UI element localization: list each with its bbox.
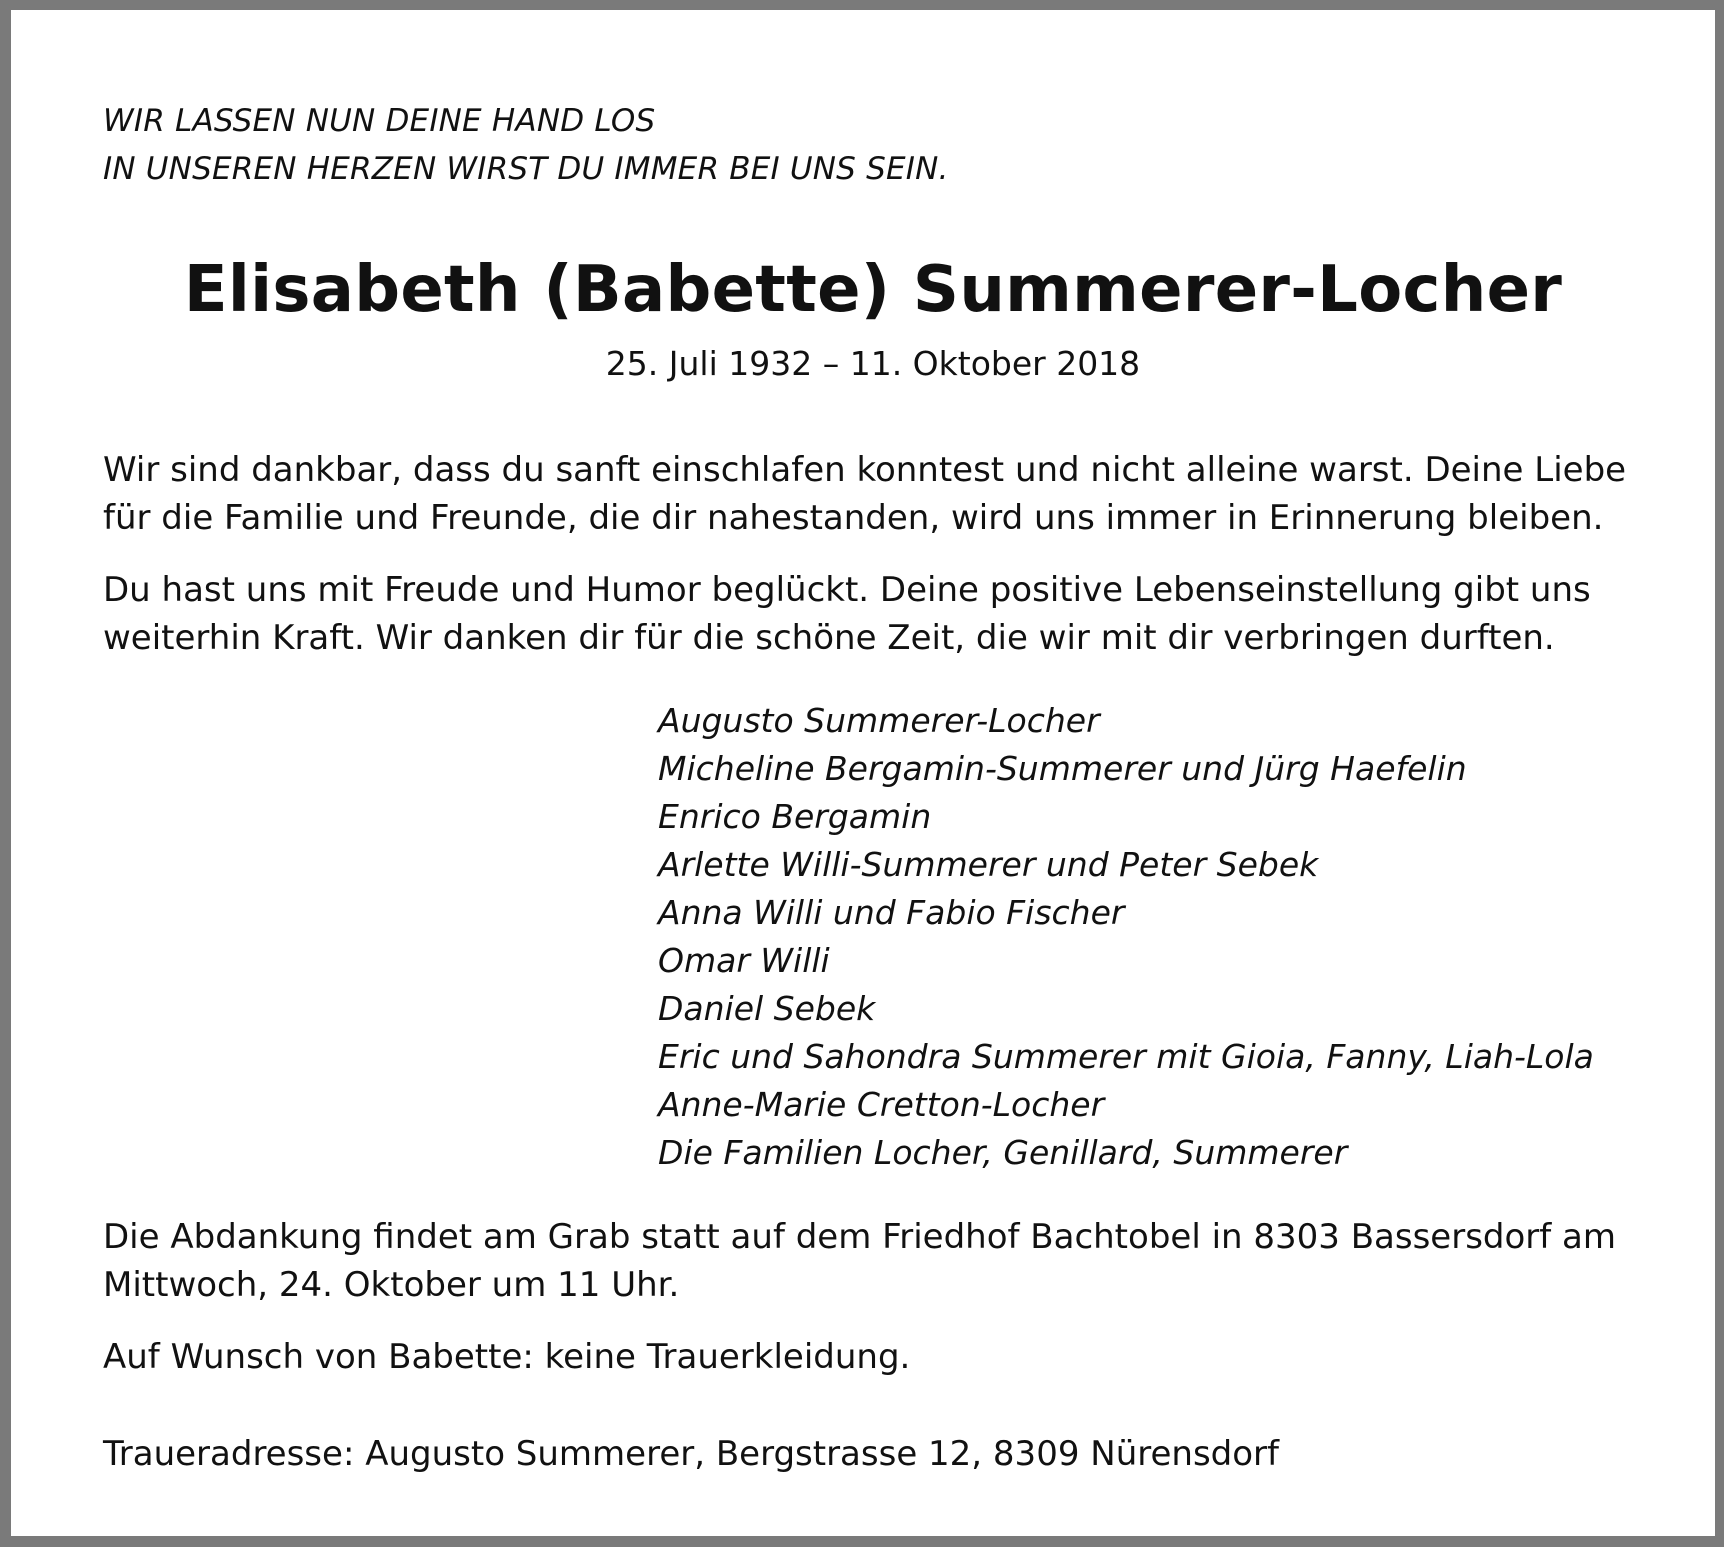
motto-line-1: WIR LASSEN NUN DEINE HAND LOS bbox=[103, 103, 656, 139]
mourner-name: Omar Willi bbox=[658, 941, 830, 980]
paragraph-line: für die Familie und Freunde, die dir nahestanden, wird uns immer in Erinnerung bleiben. bbox=[103, 498, 1604, 538]
dress-code-note: Auf Wunsch von Babette: keine Trauerkleidung. bbox=[103, 1337, 911, 1377]
gratitude-paragraph bbox=[103, 446, 1663, 542]
paragraph-line: Wir sind dankbar, dass du sanft einschlafen konntest und nicht alleine warst. Deine Liebe bbox=[103, 450, 1627, 490]
motto-line-2: IN UNSEREN HERZEN WIRST DU IMMER BEI UNS SEIN. bbox=[103, 151, 949, 187]
deceased-name: Elisabeth (Babette) Summerer-Locher bbox=[183, 253, 1563, 327]
mourner-name: Anna Willi und Fabio Fischer bbox=[658, 893, 1125, 932]
mourner-name: Daniel Sebek bbox=[658, 989, 876, 1028]
mourner-name: Eric und Sahondra Summerer mit Gioia, Fanny, Liah-Lola bbox=[658, 1037, 1594, 1076]
ceremony-line: Die Abdankung findet am Grab statt auf dem Friedhof Bachtobel in 8303 Bassersdorf am bbox=[103, 1217, 1616, 1257]
ceremony-info bbox=[103, 1213, 1663, 1309]
motto bbox=[103, 97, 949, 193]
mourners-list bbox=[658, 697, 1594, 1177]
ceremony-line: Mittwoch, 24. Oktober um 11 Uhr. bbox=[103, 1265, 680, 1305]
mourner-name: Die Familien Locher, Genillard, Summerer bbox=[658, 1133, 1348, 1172]
paragraph-line: Du hast uns mit Freude und Humor beglückt. Deine positive Lebenseinstellung gibt uns bbox=[103, 570, 1591, 610]
memory-paragraph bbox=[103, 566, 1663, 662]
paragraph-line: weiterhin Kraft. Wir danken dir für die schöne Zeit, die wir mit dir verbringen durften. bbox=[103, 618, 1555, 658]
life-dates: 25. Juli 1932 – 11. Oktober 2018 bbox=[605, 344, 1141, 383]
mourner-name: Micheline Bergamin-Summerer und Jürg Haefelin bbox=[658, 749, 1467, 788]
mourner-name: Enrico Bergamin bbox=[658, 797, 932, 836]
mourner-name: Anne-Marie Cretton-Locher bbox=[658, 1085, 1105, 1124]
mourner-name: Arlette Willi-Summerer und Peter Sebek bbox=[658, 845, 1319, 884]
mourner-name: Augusto Summerer-Locher bbox=[658, 701, 1100, 740]
mourning-address: Traueradresse: Augusto Summerer, Bergstrasse 12, 8309 Nürensdorf bbox=[103, 1434, 1279, 1474]
